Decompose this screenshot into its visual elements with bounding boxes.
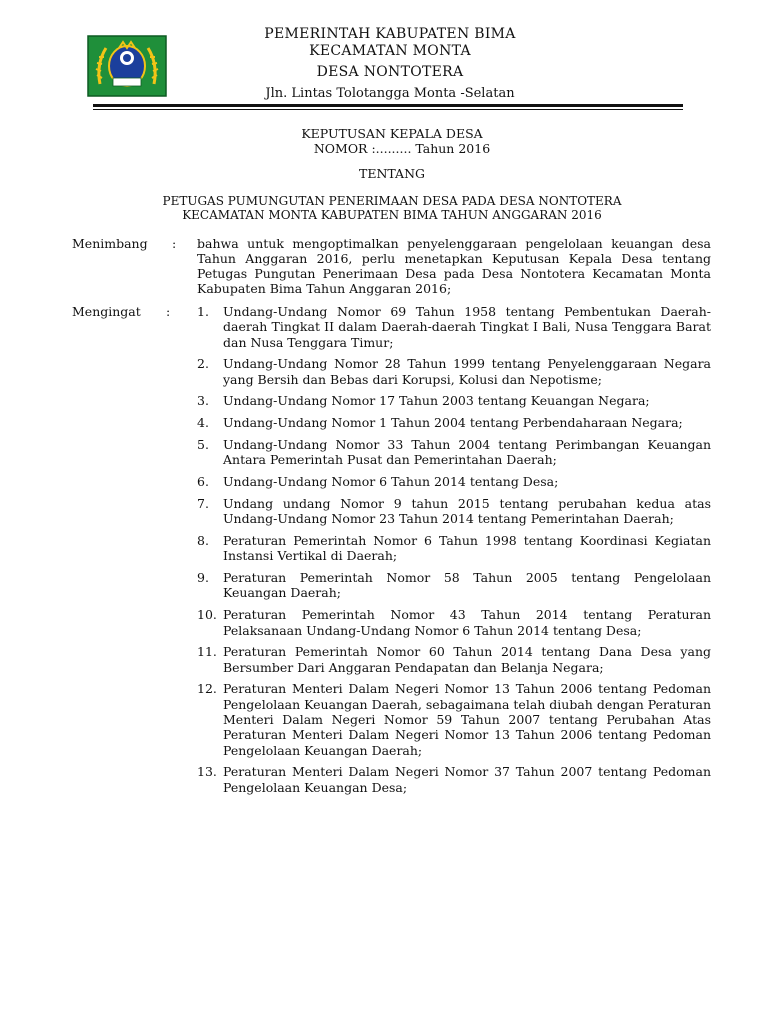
government-name: PEMERINTAH KABUPATEN BIMA [264,26,516,42]
kabupaten-logo [86,34,168,100]
mengingat-item [197,393,711,408]
menimbang-text: bahwa untuk mengoptimalkan penyelenggaraan pengelolaan keuangan desa Tahun Anggaran 2016, perlu menetapkan Keputusan Kepala Desa tentang Petugas Pungutan Penerimaan Desa pada Desa Nontotera Kecamatan Monta Kabupaten Bima Tahun Anggaran 2016; [197,236,711,296]
item-number: 6. [197,474,209,490]
district-name: KECAMATAN MONTA [309,43,471,59]
item-text: Undang-Undang Nomor 17 Tahun 2003 tentang Keuangan Negara; [223,393,650,409]
mengingat-list [197,304,711,802]
mengingat-item [197,607,711,638]
item-text: Undang-Undang Nomor 6 Tahun 2014 tentang Desa; [223,474,559,490]
item-number: 3. [197,393,209,409]
item-text: Peraturan Menteri Dalam Negeri Nomor 37 Tahun 2007 tentang Pedoman Pengelolaan Keuangan Desa; [223,764,711,795]
item-number: 1. [197,304,209,319]
item-text: Undang-Undang Nomor 33 Tahun 2004 tentang Perimbangan Keuangan Antara Pemerintah Pusat dan Pemerintahan Daerah; [223,437,711,468]
mengingat-colon: : [166,304,171,319]
item-number: 8. [197,533,209,549]
item-number: 4. [197,415,209,431]
item-text: Peraturan Menteri Dalam Negeri Nomor 13 Tahun 2006 tentang Pedoman Pengelolaan Keuangan Daerah, sebagaimana telah diubah dengan Peraturan Menteri Dalam Negeri Nomor 59 Tahun 2007 tentang Perubahan Atas Peraturan Menteri Dalam Negeri Nomor 13 Tahun 2006 tentang Pedoman Pengelolaan Keuangan Daerah; [223,681,711,758]
item-number: 11. [197,644,217,660]
mengingat-item [197,764,711,795]
mengingat-item [197,496,711,527]
decision-subject [72,194,712,222]
item-text: Undang-Undang Nomor 28 Tahun 1999 tentang Penyelenggaraan Negara yang Bersih dan Bebas dari Korupsi, Kolusi dan Nepotisme; [223,356,711,387]
item-number: 7. [197,495,209,511]
address: Jln. Lintas Tolotangga Monta -Selatan [265,86,515,101]
letterhead [190,26,590,103]
item-text: Undang undang Nomor 9 tahun 2015 tentang perubahan kedua atas Undang-Undang Nomor 23 Tahun 2014 tentang Pemerintahan Daerah; [223,495,711,527]
mengingat-item [197,533,711,564]
subject-line-1: PETUGAS PUMUNGUTAN PENERIMAAN DESA PADA DESA NONTOTERA [162,194,622,208]
menimbang-colon: : [172,236,177,251]
subject-line-2: KECAMATAN MONTA KABUPATEN BIMA TAHUN ANGGARAN 2016 [182,208,602,222]
item-number: 13. [197,764,217,780]
item-text: Peraturan Pemerintah Nomor 58 Tahun 2005 tentang Pengelolaan Keuangan Daerah; [223,570,711,601]
mengingat-item [197,570,711,601]
menimbang-label: Menimbang [72,236,148,251]
village-name: DESA NONTOTERA [316,64,464,80]
item-number: 5. [197,437,209,453]
mengingat-item [197,437,711,468]
item-number: 2. [197,356,209,372]
mengingat-item [197,474,711,489]
decision-number: NOMOR :......... Tahun 2016 [313,141,491,156]
item-text: Undang-Undang Nomor 1 Tahun 2004 tentang Perbendaharaan Negara; [223,415,683,431]
item-text: Undang-Undang Nomor 69 Tahun 1958 tentang Pembentukan Daerah-daerah Tingkat II dalam Daerah-daerah Tingkat I Bali, Nusa Tenggara Barat dan Nusa Tenggara Timur; [223,304,711,350]
item-number: 12. [197,681,217,697]
mengingat-item [197,304,711,350]
item-number: 10. [197,607,217,623]
mengingat-label: Mengingat [72,304,141,319]
item-text: Peraturan Pemerintah Nomor 6 Tahun 1998 tentang Koordinasi Kegiatan Instansi Vertikal di Daerah; [223,533,711,564]
item-text: Peraturan Pemerintah Nomor 43 Tahun 2014 tentang Peraturan Pelaksanaan Undang-Undang Nomor 6 Tahun 2014 tentang Desa; [223,607,711,638]
item-number: 9. [197,570,209,586]
mengingat-item [197,415,711,430]
crest-icon [86,34,168,100]
letterhead-divider-thin [93,109,683,110]
item-text: Peraturan Pemerintah Nomor 60 Tahun 2014 tentang Dana Desa yang Bersumber Dari Anggaran Pendapatan dan Belanja Negara; [223,644,711,675]
letterhead-divider-thick [93,104,683,107]
about-heading: TENTANG [358,166,425,181]
mengingat-item [197,356,711,387]
decision-title: KEPUTUSAN KEPALA DESA [301,126,483,141]
mengingat-item [197,681,711,757]
mengingat-item [197,644,711,675]
